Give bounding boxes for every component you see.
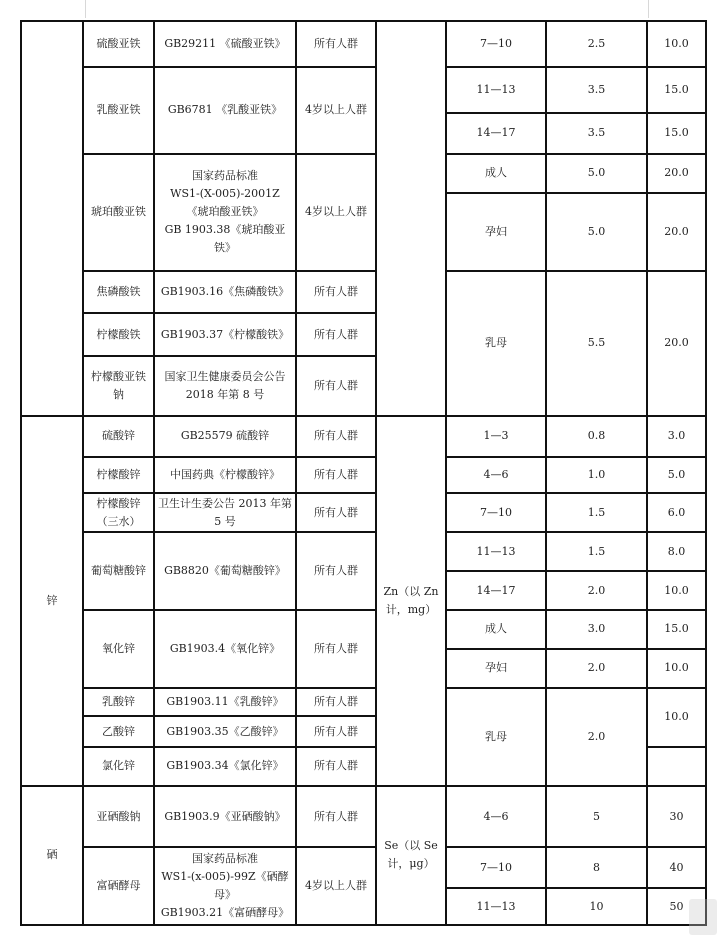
compound-standard: 国家药品标准 WS1-(x-005)-99Z《硒酵母》 GB1903.21《富硒酵母》 <box>154 847 296 925</box>
age-group: 孕妇 <box>446 649 546 688</box>
compound-name: 柠檬酸锌 <box>83 457 154 494</box>
compound-standard: GB6781 《乳酸亚铁》 <box>154 67 296 154</box>
corner-mark-right <box>648 0 649 18</box>
min-level: 5.5 <box>546 271 647 416</box>
compound-population: 所有人群 <box>296 21 376 67</box>
compound-population: 4岁以上人群 <box>296 67 376 154</box>
age-group: 11—13 <box>446 532 546 571</box>
nutrient-cell: 锌 <box>21 416 83 786</box>
compound-name: 氯化锌 <box>83 747 154 786</box>
nutrient-unit: Se（以 Se 计，μg） <box>376 786 446 925</box>
min-level: 3.5 <box>546 67 647 113</box>
compound-standard: 卫生计生委公告 2013 年第 5 号 <box>154 493 296 532</box>
empty-cell <box>647 747 706 786</box>
corner-mark-left <box>85 0 86 18</box>
max-level: 20.0 <box>647 271 706 416</box>
nutrient-cell <box>21 21 83 416</box>
compound-standard: GB25579 硫酸锌 <box>154 416 296 457</box>
age-group: 1—3 <box>446 416 546 457</box>
min-level: 0.8 <box>546 416 647 457</box>
compound-population: 所有人群 <box>296 457 376 494</box>
compound-population: 所有人群 <box>296 313 376 356</box>
age-group: 7—10 <box>446 847 546 888</box>
compound-name: 乳酸亚铁 <box>83 67 154 154</box>
age-group: 4—6 <box>446 457 546 494</box>
nutrient-unit <box>376 21 446 416</box>
compound-standard: 国家药品标准 WS1-(X-005)-2001Z 《琥珀酸亚铁》 GB 1903.38《琥珀酸亚铁》 <box>154 154 296 271</box>
compound-standard: GB8820《葡萄糖酸锌》 <box>154 532 296 610</box>
min-level: 2.0 <box>546 649 647 688</box>
compound-standard: GB1903.9《亚硒酸钠》 <box>154 786 296 847</box>
max-level: 5.0 <box>647 457 706 494</box>
max-level: 15.0 <box>647 610 706 649</box>
min-level: 1.0 <box>546 457 647 494</box>
age-group: 11—13 <box>446 67 546 113</box>
max-level: 30 <box>647 786 706 847</box>
age-group: 11—13 <box>446 888 546 925</box>
min-level: 2.0 <box>546 571 647 610</box>
watermark-badge <box>689 899 717 935</box>
max-level: 40 <box>647 847 706 888</box>
compound-name: 乳酸锌 <box>83 688 154 717</box>
age-group: 4—6 <box>446 786 546 847</box>
compound-population: 4岁以上人群 <box>296 154 376 271</box>
max-level: 10.0 <box>647 571 706 610</box>
nutrient-table <box>20 20 707 926</box>
max-level: 15.0 <box>647 113 706 154</box>
min-level: 2.0 <box>546 688 647 786</box>
compound-population: 所有人群 <box>296 747 376 786</box>
age-group: 孕妇 <box>446 193 546 271</box>
age-group: 乳母 <box>446 688 546 786</box>
min-level: 1.5 <box>546 493 647 532</box>
max-level: 6.0 <box>647 493 706 532</box>
compound-standard: GB1903.16《焦磷酸铁》 <box>154 271 296 314</box>
compound-name: 琥珀酸亚铁 <box>83 154 154 271</box>
age-group: 成人 <box>446 610 546 649</box>
compound-standard: GB1903.34《氯化锌》 <box>154 747 296 786</box>
age-group: 7—10 <box>446 493 546 532</box>
compound-population: 所有人群 <box>296 356 376 415</box>
compound-standard: GB1903.11《乳酸锌》 <box>154 688 296 717</box>
nutrient-unit: Zn（以 Zn 计，mg） <box>376 416 446 786</box>
max-level: 15.0 <box>647 67 706 113</box>
compound-population: 所有人群 <box>296 716 376 747</box>
compound-name: 富硒酵母 <box>83 847 154 925</box>
max-level: 8.0 <box>647 532 706 571</box>
min-level: 5.0 <box>546 193 647 271</box>
max-level: 10.0 <box>647 21 706 67</box>
nutrient-cell: 硒 <box>21 786 83 925</box>
compound-population: 所有人群 <box>296 610 376 688</box>
min-level: 2.5 <box>546 21 647 67</box>
min-level: 3.5 <box>546 113 647 154</box>
compound-name: 焦磷酸铁 <box>83 271 154 314</box>
compound-name: 葡萄糖酸锌 <box>83 532 154 610</box>
compound-name: 柠檬酸铁 <box>83 313 154 356</box>
compound-standard: GB1903.37《柠檬酸铁》 <box>154 313 296 356</box>
min-level: 5 <box>546 786 647 847</box>
max-level: 10.0 <box>647 688 706 747</box>
compound-population: 所有人群 <box>296 532 376 610</box>
compound-standard: GB1903.4《氧化锌》 <box>154 610 296 688</box>
compound-name: 柠檬酸锌（三水） <box>83 493 154 532</box>
max-level: 10.0 <box>647 649 706 688</box>
max-level: 50 <box>647 888 706 925</box>
max-level: 3.0 <box>647 416 706 457</box>
min-level: 10 <box>546 888 647 925</box>
compound-population: 所有人群 <box>296 688 376 717</box>
compound-name: 柠檬酸亚铁钠 <box>83 356 154 415</box>
age-group: 14—17 <box>446 571 546 610</box>
compound-standard: 国家卫生健康委员会公告 2018 年第 8 号 <box>154 356 296 415</box>
compound-name: 氧化锌 <box>83 610 154 688</box>
compound-name: 硫酸亚铁 <box>83 21 154 67</box>
age-group: 14—17 <box>446 113 546 154</box>
compound-standard: GB1903.35《乙酸锌》 <box>154 716 296 747</box>
min-level: 3.0 <box>546 610 647 649</box>
min-level: 8 <box>546 847 647 888</box>
compound-population: 所有人群 <box>296 271 376 314</box>
compound-population: 所有人群 <box>296 416 376 457</box>
compound-population: 所有人群 <box>296 493 376 532</box>
age-group: 7—10 <box>446 21 546 67</box>
compound-population: 4岁以上人群 <box>296 847 376 925</box>
compound-name: 硫酸锌 <box>83 416 154 457</box>
age-group: 成人 <box>446 154 546 193</box>
compound-name: 乙酸锌 <box>83 716 154 747</box>
min-level: 1.5 <box>546 532 647 571</box>
compound-standard: 中国药典《柠檬酸锌》 <box>154 457 296 494</box>
compound-name: 亚硒酸钠 <box>83 786 154 847</box>
compound-population: 所有人群 <box>296 786 376 847</box>
max-level: 20.0 <box>647 193 706 271</box>
compound-standard: GB29211 《硫酸亚铁》 <box>154 21 296 67</box>
min-level: 5.0 <box>546 154 647 193</box>
max-level: 20.0 <box>647 154 706 193</box>
age-group: 乳母 <box>446 271 546 416</box>
